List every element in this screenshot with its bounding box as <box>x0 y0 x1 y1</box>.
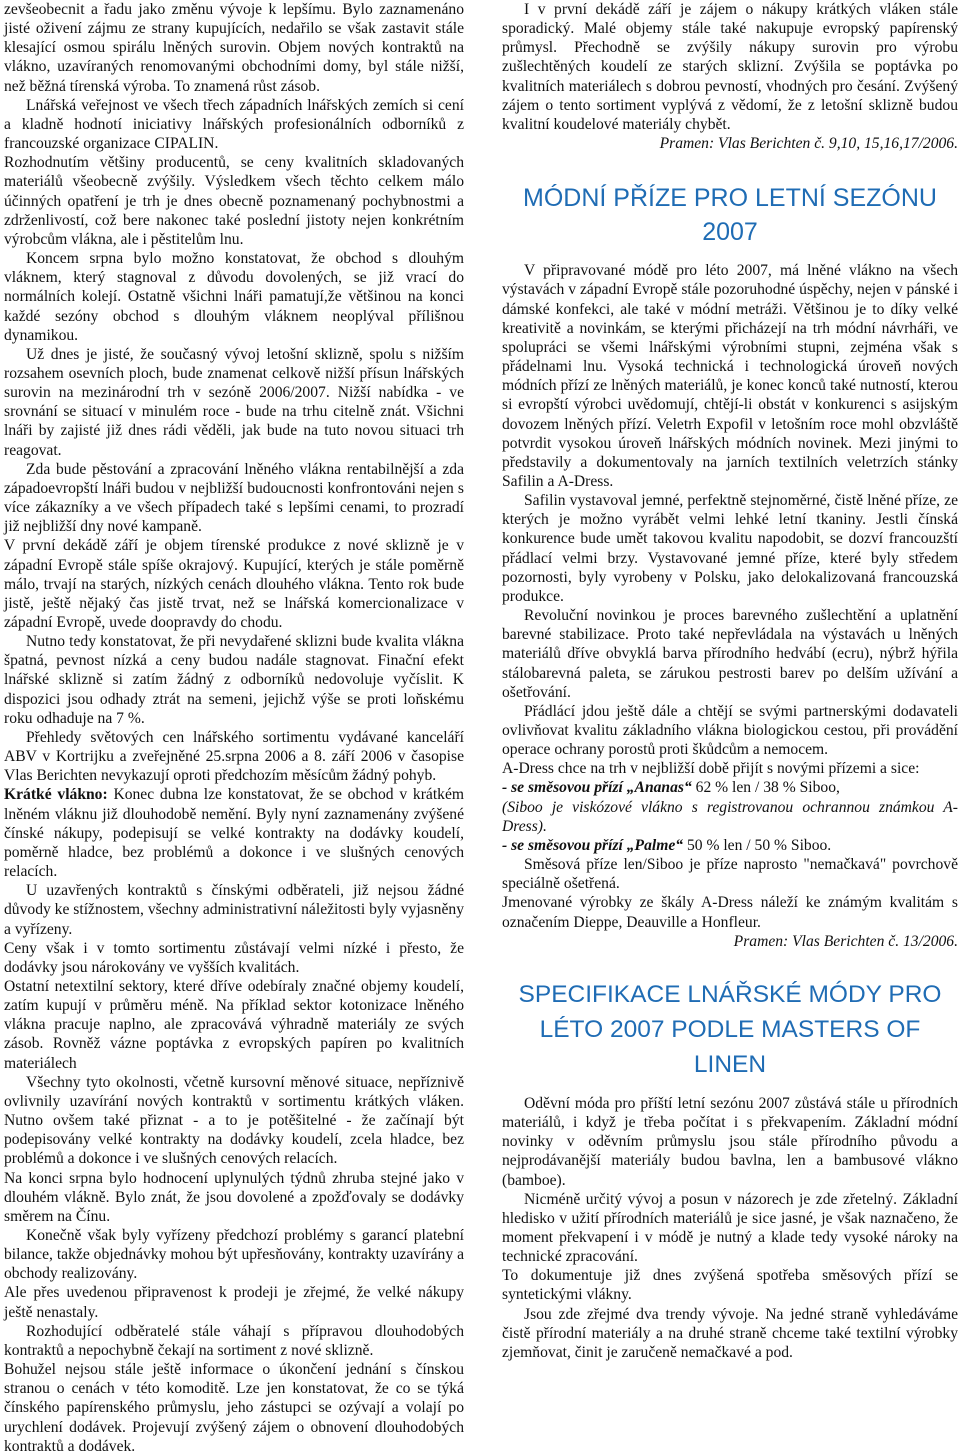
blend-label: - se směsovou přízí „Palme“ <box>502 836 684 854</box>
section-lead: Krátké vlákno: <box>4 786 108 804</box>
paragraph: Směsová příze len/Siboo je příze naprosto "nemačkavá" povrchově speciálně ošetřená. <box>502 856 958 893</box>
paragraph: Rozhodující odběratelé stále váhají s přípravou dlouhodobých kontraktů a nepochybně čekají na sortiment z nové sklizně. <box>4 1322 464 1359</box>
paragraph: Přehledy světových cen lnářského sortimentu vydávané kanceláří ABV v Kortrijku a zveřejněné 25.srpna 2006 a 8. září 2006 v časopise Vlas Berichten nevykazují oproti předchozím měsícům žádný pohyb. <box>4 728 464 785</box>
paragraph: Přádlácí jdou ještě dále a chtějí se svými partnerskými dodavateli ovlivňovat kvalitu základního vlákna biologickou cestou, při provádění operace ochrany porostů proti škůdcům a nemocem. <box>502 702 958 759</box>
blend-value: 50 % len / 50 % Siboo. <box>686 836 832 854</box>
article-heading: MÓDNÍ PŘÍZE PRO LETNÍ SEZÓNU 2007 <box>523 184 937 247</box>
blend-ananas <box>502 778 958 797</box>
paragraph: Všechny tyto okolnosti, včetně kursovní měnové situace, nepříznivě ovlivnily uzavírání nových kontraktů v sortimentu krátkých vláken. Nutno ovšem také přiznat - a to je potěšitelné - že začínají být podepisovány velké kontrakty na dodávky koudelí, zcela hladce, bez problémů a dokonce i ve slušných cenových relacích. <box>4 1073 464 1168</box>
paragraph: Safilin vystavoval jemné, perfektně stejnoměrné, čistě lněné příze, ze kterých je možno vyrábět velmi lehké letní tkaniny. Jestli čínská konkurence bude umět takovou kvalitu napodobit, se dozví francouzští přádlací velmi brzy. Vystavované jemné příze, které byly středem pozornosti, byly vyrobeny v Polsku, jako delokalizovaná francouzská produkce. <box>502 492 958 605</box>
right-column <box>502 0 958 1362</box>
paragraph: Nutno tedy konstatovat, že při nevydařené sklizni bude kvalita vlákna špatná, pevnost nízká a ceny budou nadále stagnovat. Finační efekt lnářské sklizně si zatím žádný z odborníků nedovoluje vyčíslit. K dispozici jsou odhady ztrát na semeni, jejichž výše se proti loňskému roku odhaduje na 7 %. <box>4 633 464 727</box>
paragraph: Jsou zde zřejmé dva trendy vývoje. Na jedné straně vyhledáváme čistě přírodní materiály a na druhé straně chceme také textilní výrobky zjemňovat, činit je zaručeně nemačkavé a pod. <box>502 1305 958 1361</box>
paragraph: Zda bude pěstování a zpracování lněného vlákna rentabilnější a zda západoevropští lnáři budou v nejbližší budoucnosti konfrontováni nejen s více zákazníky a ve všech případech také s lepšími cenami, to prozradí již nejbližší dny nové kampaně. <box>4 460 464 536</box>
paragraph: Koncem srpna bylo možno konstatovat, že obchod s dlouhým vláknem, který stagnoval z důvodu dovolených, se již vrací do normálních kolejí. Ostatně všichni lnáři pamatují,že většinou na konci každé sezóny obchod s dlouhým vláknem neoplýval přílišnou dynamikou. <box>4 250 464 344</box>
paragraph: Bohužel nejsou stále ještě informace o úkončení jednání s čínskou stranou o cenách v této komoditě. Lze jen konstatovat, že co se týká čínského papírenského průmyslu, jeho zástupci se ozývají a volají po urychlení dodávek. Projevují zvýšený zájem o obnovení dlouhodobých kontraktů a dodávek. <box>4 1361 464 1455</box>
paragraph: I v první dekádě září je zájem o nákupy krátkých vláken stále sporadický. Malé objemy stále také nakupuje evropský papírenský průmysl. Přechodně se zvýšily nákupy surovin pro výrobu zušlechtěných koudelí ze starých sklizní. Zvýšila se poptávka po kvalitních materiálech s dobrou pevností, vhodných pro česání. Zvýšený zájem o tento sortiment vyplývá z vědomí, že z letošní sklizně budou kvalitní koudelové materiály chybět. <box>502 1 958 133</box>
paragraph: To dokumentuje již dnes zvýšená spotřeba směsových přízí se syntetickými vlákny. <box>502 1267 958 1304</box>
source-citation: Pramen: Vlas Berichten č. 13/2006. <box>733 932 958 950</box>
paragraph-text: Konec dubna lze konstatovat, že se obchod v krátkém lněném vláknu již dlouhodobě nemění. Byly nyní zaznamenány zvýšené čínské nákupy, podepisují se velké kontrakty na dodávky koudelí, poměrně hladce, bez problémů a dokonce i ve slušných cenových relacích. <box>4 786 465 881</box>
paragraph: Oděvní móda pro příští letní sezónu 2007 zůstává stále u přírodních materiálů, i když je třeba počítat i s překvapením. Základní módní novinky v oděvním průmyslu jsou stále přírodního původu a nejprodávanější materiály budou bavlna, len a bambusové vlákno (bamboe). <box>502 1094 958 1189</box>
article-heading: SPECIFIKACE LNÁŘSKÉ MÓDY PRO LÉTO 2007 PODLE MASTERS OF LINEN <box>518 980 942 1078</box>
paragraph: V připravované módě pro léto 2007, má lněné vlákno na všech výstavách v západní Evropě stále pozoruhodné úspěchy, nejen v pánské i dámské konfekci, ale také v módní metráži. Většinou je to díky velké kreativitě a novinkám, se kterými přicházejí na trh módní návrháři, ve spolupráci se všemi lnářskými výrobními stupni, zejména však s přádelnami lnu. Vysoká technická i technologická úroveň nových módních přízí ze lněných materiálů, je konec konců také nutností, kterou si evropští výrobci uvědomují, chtějí-li obstát v konkurenci s asijským dovozem lněných přízí. Veletrh Expofil v letošním roce mohl obzvláště potvrdit vysokou úroveň lnářských módních novinek. Mezi jinými to představily a dokumentovaly na jarních textilních veletrzích stánky Safilin a A-Dress. <box>502 262 958 490</box>
blend-value: 62 % len / 38 % Siboo, <box>695 779 840 797</box>
paragraph: Jmenované výrobky ze škály A-Dress náleží ke známým kvalitám s označením Dieppe, Deauville a Honfleur. <box>502 894 958 931</box>
paragraph: Na konci srpna bylo hodnocení uplynulých týdnů zhruba stejné jako v dlouhém vlákně. Bylo znát, že jsou dovolené a zpožďovaly se dodávky směrem na Čínu. <box>4 1169 464 1225</box>
paragraph: Ceny však i v tomto sortimentu zůstávají velmi nízké i přesto, že dodávky jsou nárokovány ve vyšších kvalitách. <box>4 939 464 976</box>
paragraph: Revoluční novinkou je proces barevného zušlechtění a uplatnění barevné stabilizace. Proto také nepřevládala na výstavách u lněných materiálů dříve obvyklá barva přírodního hedvábí (ecru), nýbrž hýřila stálobarevná paleta, se zárukou pestrosti barev po delším užívání a ošetřování. <box>502 607 958 701</box>
left-column <box>4 0 464 1456</box>
paragraph: U uzavřených kontraktů s čínskými odběrateli, již nejsou žádné důvody ke stížnostem, všechny administrativní náležitosti byly vyjasněny a vyřízeny. <box>4 882 464 938</box>
paragraph: Konečně však byly vyřízeny předchozí problémy s garancí platební bilance, takže objednávky mohou být upřesňovány, kontrakty uzavírány a obchody realizovány. <box>4 1227 464 1283</box>
paragraph: V první dekádě září je objem tírenské produkce z nové sklizně je v západní Evropě stále spíše okrajový. Kupující, kterých je stále poměrně málo, trvají na starých, nízkých cenách dlouhého vlákna. Tento rok bude jistě, ještě nějaký čas jistě trvat, než se lnářská komercionalizace v západní Evropě, uvede doopravdy do chodu. <box>4 537 464 631</box>
blend-note: (Siboo je viskózové vlákno s registrovanou ochrannou známkou A-Dress). <box>502 798 958 835</box>
source-citation: Pramen: Vlas Berichten č. 9,10, 15,16,17/2006. <box>659 135 958 153</box>
paragraph: A-Dress chce na trh v nejbližší době přijít s novými přízemi a sice: <box>502 760 920 778</box>
blend-palme <box>502 836 958 855</box>
paragraph: zevšeobecnit a řadu jako změnu vývoje k lepšímu. Bylo zaznamenáno jisté oživení zájmu ze strany kupujících, nedařilo se však zastavit stále klesající osmou spirálu lněných surovin. Objem nových kontraktů na vlákno, uzavíraných renomovanými obchodními domy, byl stále nižší, než běžná tírenská výroba. To znamená růst zásob. <box>4 1 464 95</box>
paragraph: Ale přes uvedenou připravenost k prodeji je zřejmé, že velké nákupy ještě nenastaly. <box>4 1284 464 1321</box>
paragraph-short-fibre <box>4 785 464 881</box>
blend-label: - se směsovou přízí „Ananas“ <box>502 779 692 797</box>
paragraph: Nicméně určitý vývoj a posun v názorech je zde zřetelný. Základní hledisko v užití přírodních materiálů je sice jasné, je však naznačeno, že moment překvapení i v módě je nutný a klade tedy vysoké nároky na technické zpracování. <box>502 1190 958 1266</box>
paragraph: Rozhodnutím většiny producentů, se ceny kvalitních skladovaných materiálů všeobecně zvýšily. Výsledkem všech těchto celkem málo účinných opatření je trh je dnes obecně poznamenaný pochybnostmi a zdrženlivostí, což bere nakonec také poslední jistoty nejen konkrétním výrobcům vlákna, ale i pěstitelům lnu. <box>4 154 464 248</box>
paragraph: Už dnes je jisté, že současný vývoj letošní sklizně, spolu s nižším rozsahem osevních ploch, bude znamenat celkově nižší přísun lnářských surovin na mezinárodní trh v sezóně 2006/2007. Nižší nabídka - ve srovnání se situací v minulém roce - bude na trhu citelně znát. Všichni lnáři by zajisté již dnes rádi věděli, jak bude na tuto novou situaci trh reagovat. <box>4 345 464 459</box>
paragraph: Ostatní netextilní sektory, které dříve odebíraly značné objemy koudelí, zatím kupují v průměru méně. Na příklad sektor kotonizace lněného vlákna pracuje naplno, ale zpracovává výhradně materiály ze svých zásob. Rovněž vázne poptávka z evropských papíren po kvalitních materiálech <box>4 977 464 1072</box>
paragraph: Lnářská veřejnost ve všech třech západních lnářských zemích si cení a kladně hodnotí iniciativy lnářských profesionálních odborníků z francouzské organizace CIPALIN. <box>4 96 464 153</box>
